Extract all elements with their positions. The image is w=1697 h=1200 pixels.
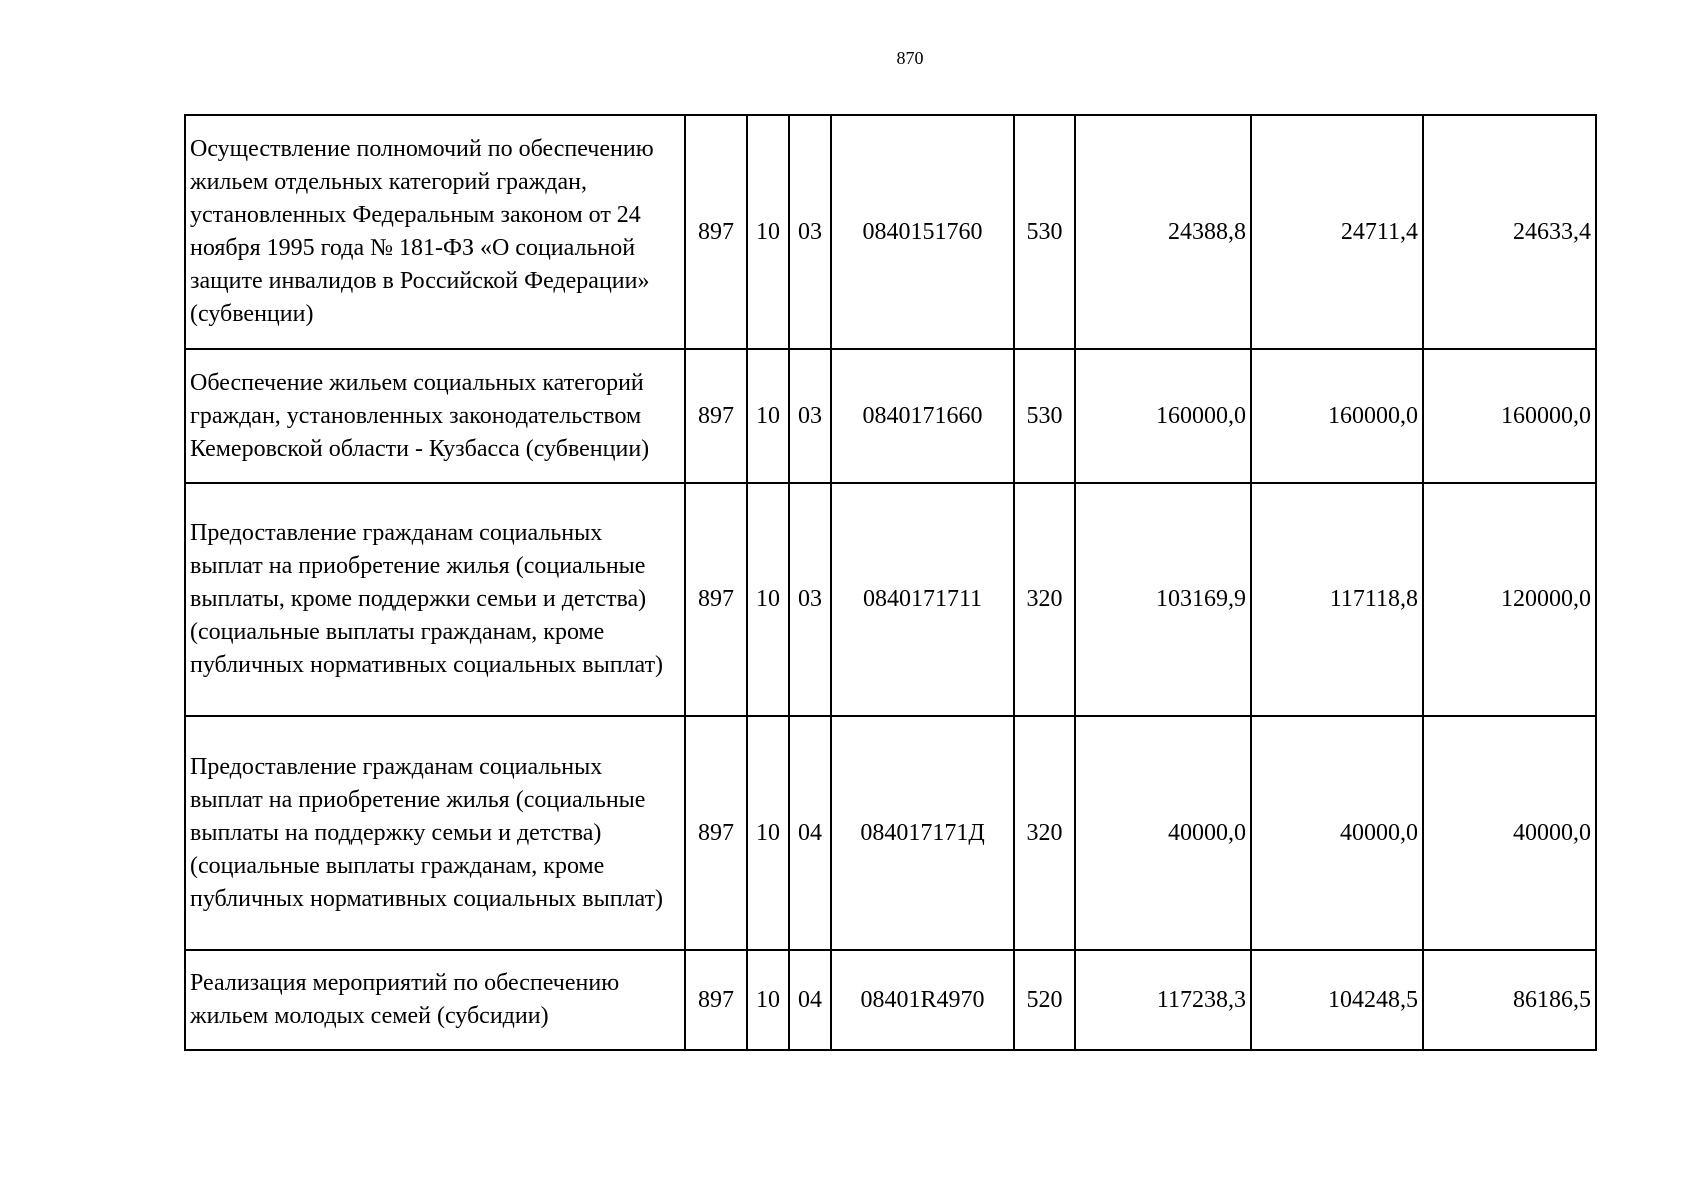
row-name-cell: Реализация мероприятий по обеспечению жильем молодых семей (субсидии) — [185, 950, 685, 1050]
ved-cell: 897 — [685, 950, 747, 1050]
ved-cell: 897 — [685, 716, 747, 950]
pr-cell: 04 — [789, 716, 831, 950]
sum3-cell: 120000,0 — [1423, 483, 1596, 716]
table-row — [185, 950, 1596, 1050]
sum2-cell: 104248,5 — [1251, 950, 1423, 1050]
rz-cell: 10 — [747, 115, 789, 349]
vr-cell: 320 — [1014, 716, 1075, 950]
sum1-cell: 117238,3 — [1075, 950, 1251, 1050]
sum2-cell: 40000,0 — [1251, 716, 1423, 950]
pr-cell: 04 — [789, 950, 831, 1050]
rz-cell: 10 — [747, 716, 789, 950]
csr-cell: 08401R4970 — [831, 950, 1014, 1050]
page-number: 870 — [896, 48, 924, 68]
pr-cell: 03 — [789, 115, 831, 349]
sum3-cell: 24633,4 — [1423, 115, 1596, 349]
sum2-cell: 24711,4 — [1251, 115, 1423, 349]
sum1-cell: 24388,8 — [1075, 115, 1251, 349]
vr-cell: 320 — [1014, 483, 1075, 716]
sum2-cell: 160000,0 — [1251, 349, 1423, 483]
ved-cell: 897 — [685, 349, 747, 483]
ved-cell: 897 — [685, 115, 747, 349]
vr-cell: 530 — [1014, 115, 1075, 349]
sum1-cell: 160000,0 — [1075, 349, 1251, 483]
sum3-cell: 86186,5 — [1423, 950, 1596, 1050]
vr-cell: 520 — [1014, 950, 1075, 1050]
csr-cell: 0840171711 — [831, 483, 1014, 716]
csr-cell: 0840151760 — [831, 115, 1014, 349]
row-name-cell: Предоставление гражданам социальных выплат на приобретение жилья (социальные выплаты на поддержку семьи и детства) (социальные выплаты гражданам, кроме публичных нормативных социальных выплат) — [185, 716, 685, 950]
table-row — [185, 349, 1596, 483]
csr-cell: 084017171Д — [831, 716, 1014, 950]
sum1-cell: 40000,0 — [1075, 716, 1251, 950]
table-row — [185, 483, 1596, 716]
pr-cell: 03 — [789, 349, 831, 483]
csr-cell: 0840171660 — [831, 349, 1014, 483]
pr-cell: 03 — [789, 483, 831, 716]
table-row — [185, 716, 1596, 950]
row-name-cell: Обеспечение жильем социальных категорий граждан, установленных законодательством Кемеровской области - Кузбасса (субвенции) — [185, 349, 685, 483]
rz-cell: 10 — [747, 950, 789, 1050]
sum3-cell: 40000,0 — [1423, 716, 1596, 950]
budget-table — [184, 114, 1597, 1051]
sum1-cell: 103169,9 — [1075, 483, 1251, 716]
table-row — [185, 115, 1596, 349]
vr-cell: 530 — [1014, 349, 1075, 483]
sum3-cell: 160000,0 — [1423, 349, 1596, 483]
row-name-cell: Осуществление полномочий по обеспечению жильем отдельных категорий граждан, установленных Федеральным законом от 24 ноября 1995 года № 181-ФЗ «О социальной защите инвалидов в Российской Федерации» (субвенции) — [185, 115, 685, 349]
rz-cell: 10 — [747, 483, 789, 716]
ved-cell: 897 — [685, 483, 747, 716]
sum2-cell: 117118,8 — [1251, 483, 1423, 716]
rz-cell: 10 — [747, 349, 789, 483]
row-name-cell: Предоставление гражданам социальных выплат на приобретение жилья (социальные выплаты, кроме поддержки семьи и детства) (социальные выплаты гражданам, кроме публичных нормативных социальных выплат) — [185, 483, 685, 716]
